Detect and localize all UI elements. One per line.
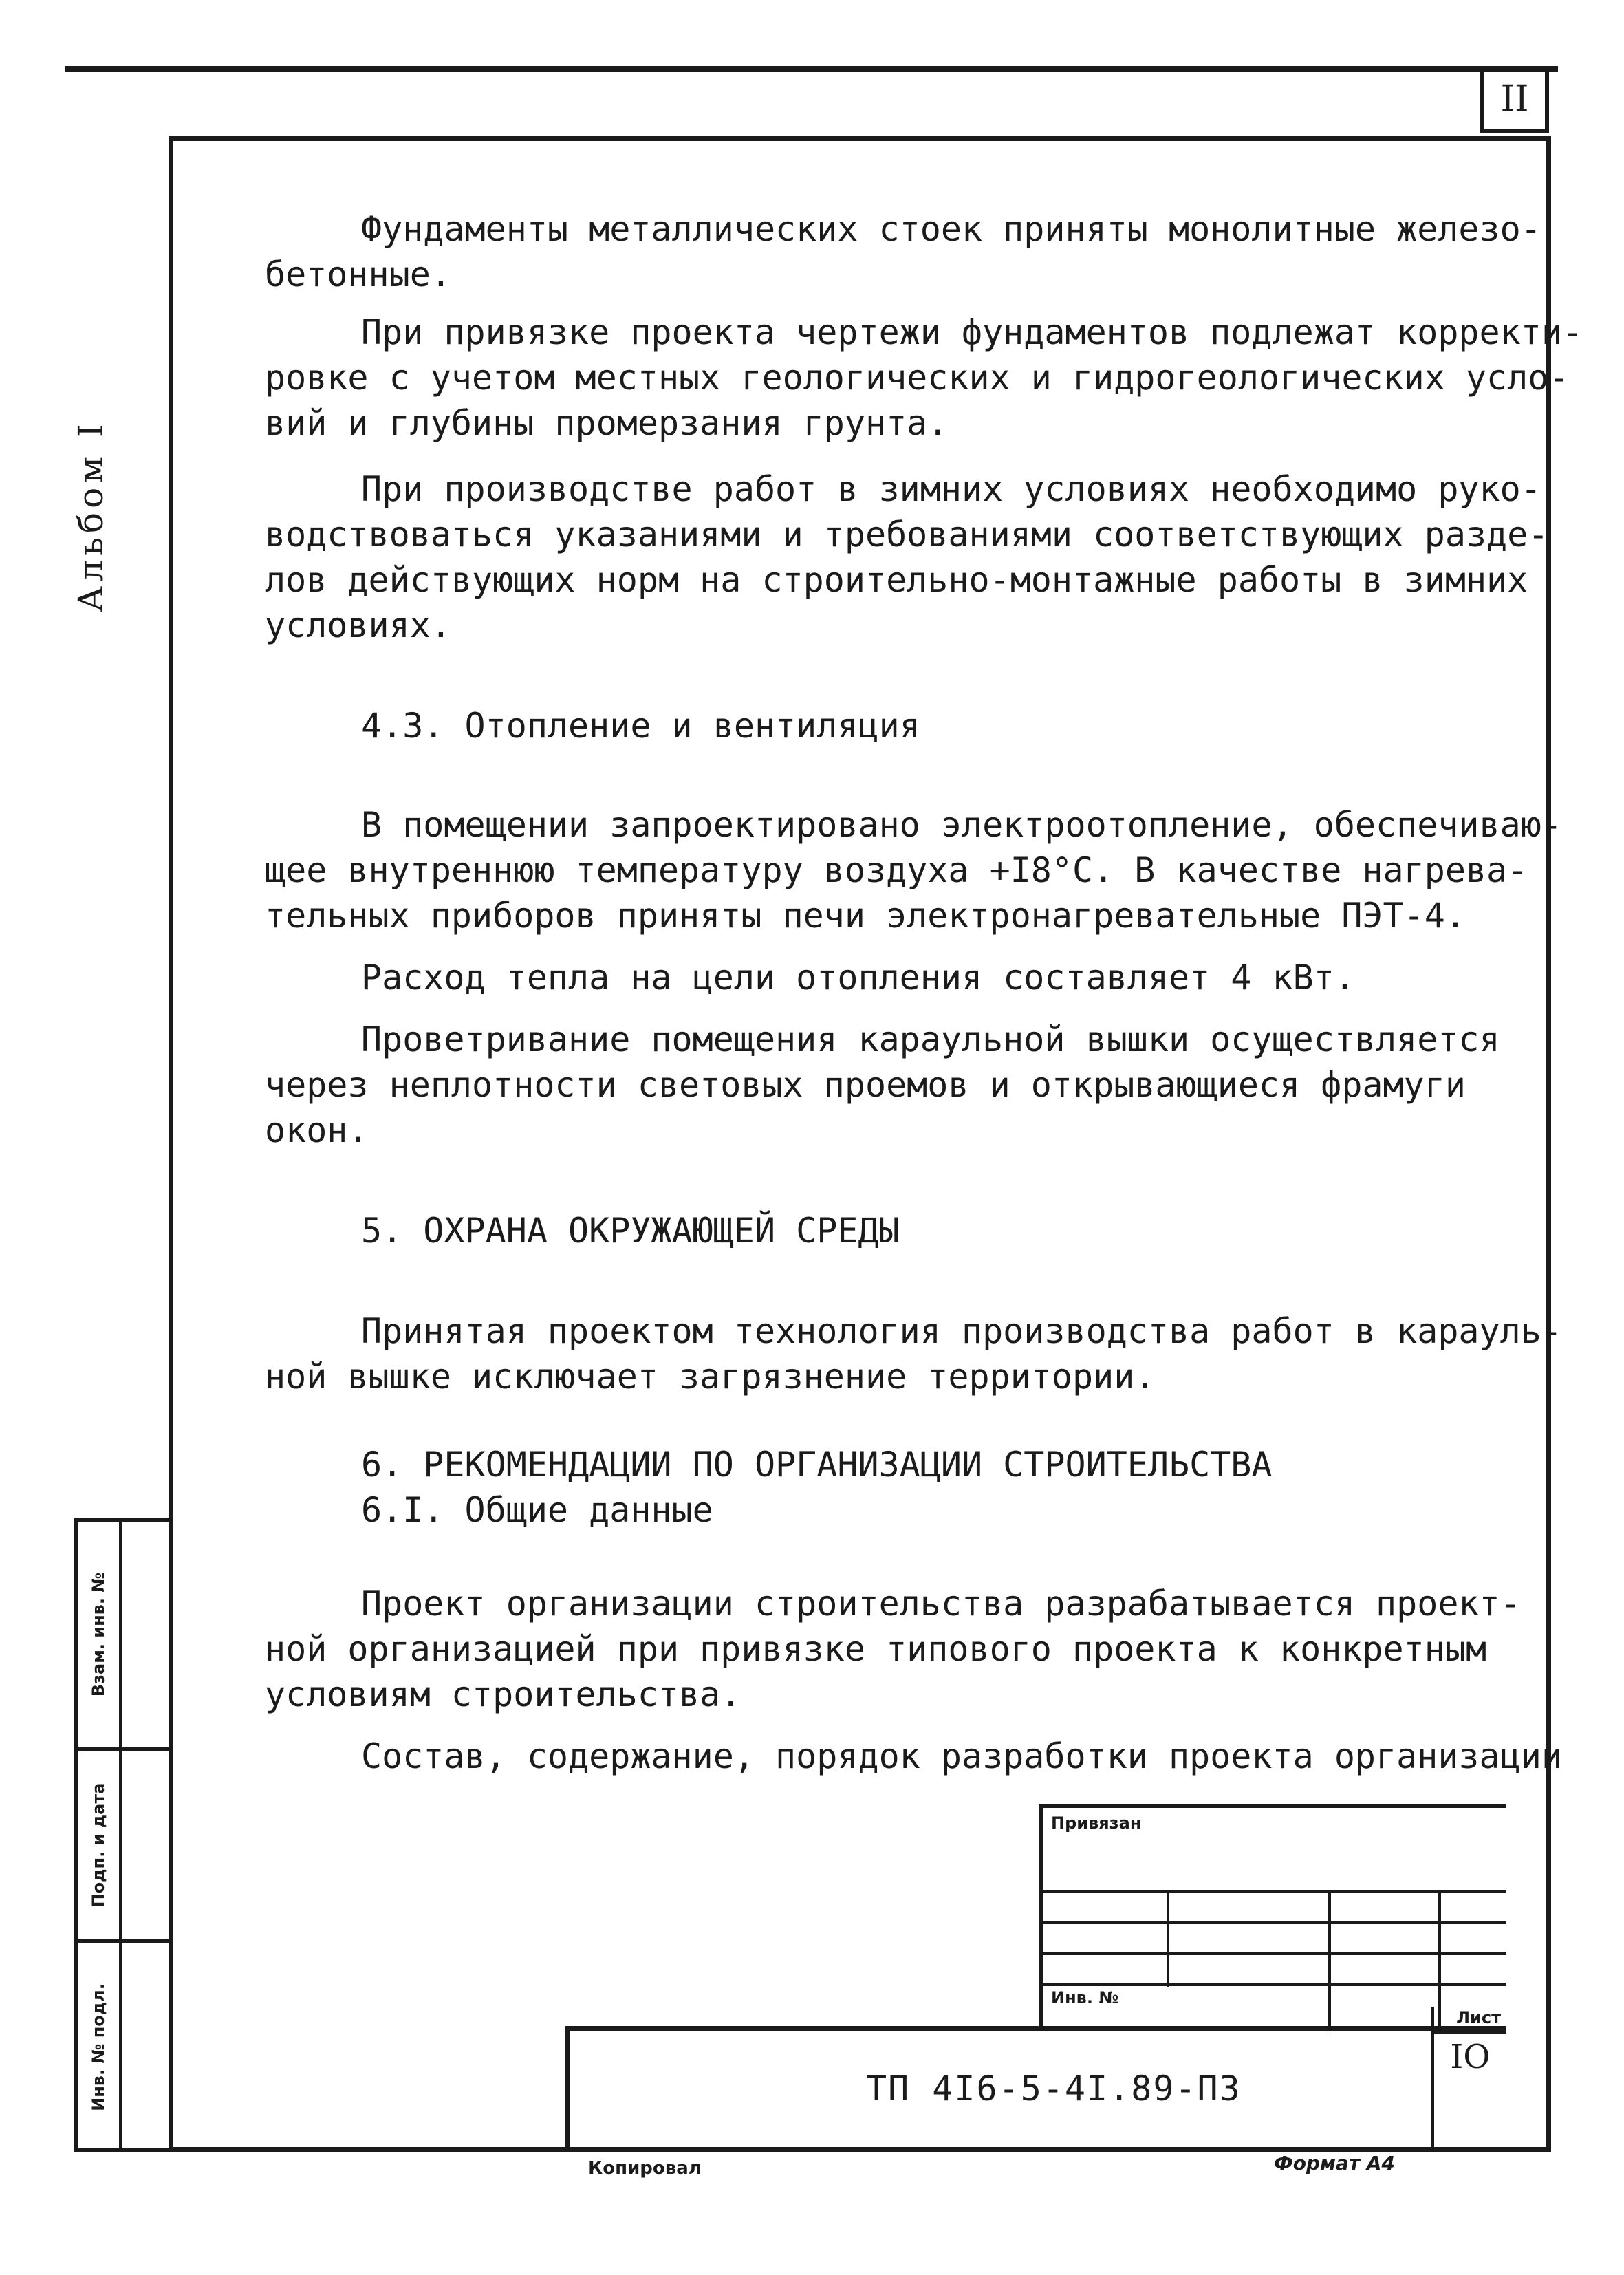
stamp-inv-zam-label: Взам. инв. № — [89, 1572, 108, 1697]
album-label-text: Альбом I — [71, 420, 111, 612]
footer-copied: Копировал — [588, 2158, 702, 2179]
document-body — [265, 206, 1583, 1779]
text-line: окон. — [265, 1110, 369, 1150]
text-line: Состав, содержание, порядок разработки проекта организации — [361, 1736, 1562, 1776]
text-line: В помещении запроектировано электроотопление, обеспечиваю- — [361, 805, 1562, 845]
text-line: Фундаменты металлических стоек приняты монолитные железо- — [361, 209, 1541, 249]
stamp-column — [74, 1518, 169, 2152]
stamp-podp-data-label: Подп. и дата — [89, 1782, 108, 1908]
text-line: При привязке проекта чертежи фундаментов подлежат корректи- — [361, 312, 1583, 352]
stamp-inv-podl-label: Инв. № подл. — [89, 1983, 108, 2111]
sheet-number: IO — [1450, 2038, 1491, 2076]
stamp-podp-data — [78, 1751, 119, 1939]
title-block — [565, 2008, 1506, 2147]
section-heading: 6. РЕКОМЕНДАЦИИ ПО ОРГАНИЗАЦИИ СТРОИТЕЛЬСТВА — [361, 1445, 1273, 1485]
table-line — [1328, 1890, 1331, 2031]
text-line: условиям строительства. — [265, 1674, 741, 1714]
sheet-box — [1431, 2007, 1506, 2152]
document-code: ТП 4I6-5-4I.89-ПЗ — [866, 2069, 1242, 2109]
table-line — [1167, 1890, 1169, 1987]
table-line — [1043, 1952, 1506, 1955]
stamp-divider — [119, 1522, 122, 2148]
footer-format: Формат А4 — [1274, 2152, 1395, 2175]
text-line: Проветривание помещения караульной вышки осуществляется — [361, 1020, 1500, 1059]
section-heading: 4.3. Отопление и вентиляция — [361, 706, 920, 746]
sheet-divider — [1434, 2031, 1506, 2034]
text-line: щее внутреннюю температуру воздуха +I8°С. В качестве нагрева- — [265, 850, 1528, 890]
inv-number-label: Инв. № — [1051, 1988, 1119, 2007]
text-line: тельных приборов приняты печи электронагревательные ПЭТ-4. — [265, 896, 1466, 936]
binding-table — [1039, 1804, 1506, 2028]
text-line: При производстве работ в зимних условиях необходимо руко- — [361, 469, 1541, 509]
text-line: ной организацией при привязке типового проекта к конкретным — [265, 1629, 1487, 1669]
table-line — [1043, 1921, 1506, 1924]
text-line: ной вышке исключает загрязнение территории. — [265, 1357, 1156, 1397]
text-line: водствоваться указаниями и требованиями соответствующих разде- — [265, 515, 1549, 554]
text-line: вий и глубины промерзания грунта. — [265, 403, 949, 443]
album-label — [63, 413, 118, 619]
table-line — [1043, 1890, 1506, 1893]
sheet-label: Лист — [1456, 2008, 1501, 2027]
text-line: Расход тепла на цели отопления составляет 4 кВт. — [361, 958, 1355, 998]
page-number: II — [1480, 72, 1549, 133]
text-line: Принятая проектом технология производства работ в карауль- — [361, 1311, 1562, 1351]
binding-label: Привязан — [1051, 1813, 1142, 1833]
stamp-inv-podl — [78, 1943, 119, 2152]
text-line: через неплотности световых проемов и открывающиеся фрамуги — [265, 1065, 1466, 1105]
text-line: условиях. — [265, 605, 451, 645]
top-border-rule — [65, 66, 1558, 72]
table-line — [1043, 1983, 1506, 1986]
text-line: Проект организации строительства разрабатывается проект- — [361, 1584, 1521, 1624]
section-heading: 5. ОХРАНА ОКРУЖАЮЩЕЙ СРЕДЫ — [361, 1211, 900, 1251]
text-line: ровке с учетом местных геологических и гидрогеологических усло- — [265, 358, 1570, 398]
text-line: лов действующих норм на строительно-монтажные работы в зимних — [265, 560, 1528, 600]
stamp-inv-zam — [78, 1522, 119, 1747]
text-line: бетонные. — [265, 255, 451, 294]
subsection-heading: 6.I. Общие данные — [361, 1490, 713, 1530]
